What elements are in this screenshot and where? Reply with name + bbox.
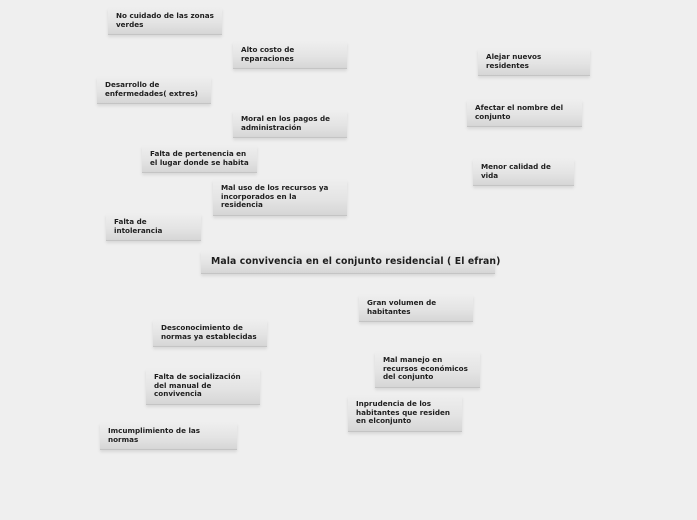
effect-node-moral-pagos[interactable]: Moral en los pagos de administración — [233, 111, 347, 138]
central-problem-node[interactable]: Mala convivencia en el conjunto residencial ( El efran) — [201, 251, 495, 274]
effect-node-calidad-vida[interactable]: Menor calidad de vida — [473, 159, 574, 186]
effect-node-enfermedades[interactable]: Desarrollo de enfermedades( extres) — [97, 77, 211, 104]
effect-node-zonas-verdes[interactable]: No cuidado de las zonas verdes — [108, 8, 222, 35]
cause-node-inprudencia-habitantes[interactable]: Inprudencia de los habitantes que residen en elconjunto — [348, 396, 462, 432]
cause-node-desconocimiento-normas[interactable]: Desconocimiento de normas ya establecidas — [153, 320, 267, 347]
cause-node-volumen-habitantes[interactable]: Gran volumen de habitantes — [359, 295, 473, 322]
effect-node-alejar-residentes[interactable]: Alejar nuevos residentes — [478, 49, 590, 76]
effect-node-costo-reparaciones[interactable]: Alto costo de reparaciones — [233, 42, 347, 69]
cause-node-recursos-economicos[interactable]: Mal manejo en recursos económicos del conjunto — [375, 352, 480, 388]
cause-node-socializacion-manual[interactable]: Falta de socialización del manual de convivencia — [146, 369, 260, 405]
effect-node-nombre-conjunto[interactable]: Afectar el nombre del conjunto — [467, 100, 582, 127]
effect-node-mal-uso-recursos[interactable]: Mal uso de los recursos ya incorporados en la residencia — [213, 180, 347, 216]
effect-node-falta-pertenencia[interactable]: Falta de pertenencia en el lugar donde se habita — [142, 146, 257, 173]
cause-node-incumplimiento-normas[interactable]: Imcumplimiento de las normas — [100, 423, 237, 450]
effect-node-intolerancia[interactable]: Falta de intolerancia — [106, 214, 201, 241]
